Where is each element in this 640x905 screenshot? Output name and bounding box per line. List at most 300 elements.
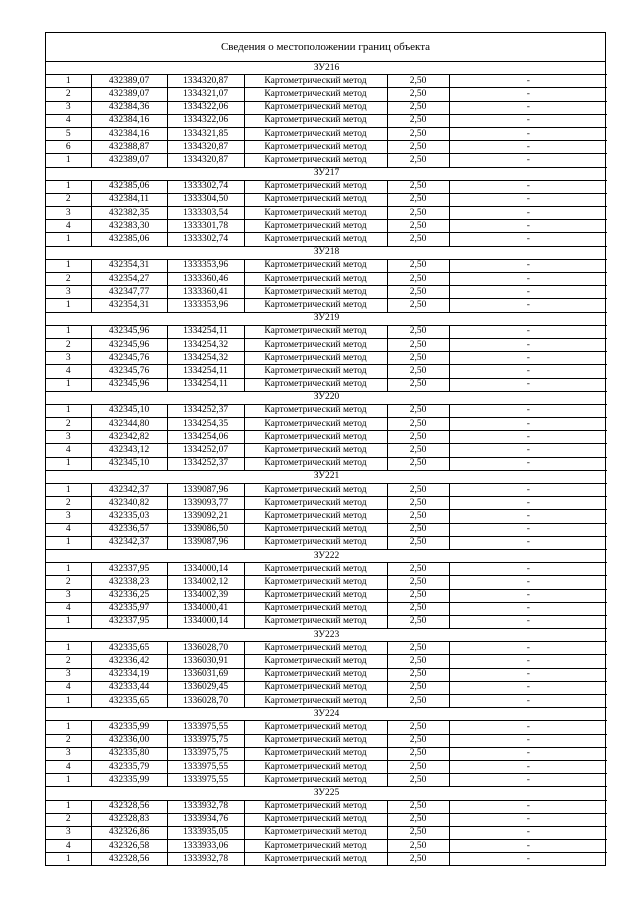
- x-coordinate-cell: 432345,10: [91, 457, 167, 470]
- method-cell: Картометрический метод: [244, 457, 387, 470]
- accuracy-cell: 2,50: [387, 642, 449, 655]
- accuracy-cell: 2,50: [387, 774, 449, 787]
- x-coordinate-cell: 432384,16: [91, 127, 167, 140]
- method-cell: Картометрический метод: [244, 747, 387, 760]
- point-number-cell: 2: [46, 655, 91, 668]
- method-cell: Картометрический метод: [244, 114, 387, 127]
- x-coordinate-cell: 432335,65: [91, 695, 167, 708]
- y-coordinate-cell: 1333933,06: [167, 840, 244, 853]
- x-coordinate-cell: 432354,31: [91, 259, 167, 272]
- accuracy-cell: 2,50: [387, 233, 449, 246]
- method-cell: Картометрический метод: [244, 853, 387, 866]
- y-coordinate-cell: 1334002,39: [167, 589, 244, 602]
- description-cell: -: [449, 88, 607, 101]
- x-coordinate-cell: 432342,82: [91, 431, 167, 444]
- method-cell: Картометрический метод: [244, 180, 387, 193]
- description-cell: -: [449, 193, 607, 206]
- table-row: [46, 352, 607, 365]
- description-cell: -: [449, 378, 607, 391]
- x-coordinate-cell: 432335,65: [91, 642, 167, 655]
- y-coordinate-cell: 1333975,55: [167, 774, 244, 787]
- accuracy-cell: 2,50: [387, 602, 449, 615]
- accuracy-cell: 2,50: [387, 536, 449, 549]
- point-number-cell: 1: [46, 75, 91, 88]
- accuracy-cell: 2,50: [387, 273, 449, 286]
- group-header-row: [46, 62, 607, 75]
- method-cell: Картометрический метод: [244, 286, 387, 299]
- group-name: ЗУ221: [46, 470, 607, 483]
- y-coordinate-cell: 1334254,11: [167, 378, 244, 391]
- x-coordinate-cell: 432354,27: [91, 273, 167, 286]
- table-row: [46, 602, 607, 615]
- point-number-cell: 1: [46, 378, 91, 391]
- accuracy-cell: 2,50: [387, 259, 449, 272]
- method-cell: Картометрический метод: [244, 338, 387, 351]
- table-row: [46, 813, 607, 826]
- accuracy-cell: 2,50: [387, 747, 449, 760]
- table-row: [46, 774, 607, 787]
- y-coordinate-cell: 1339093,77: [167, 497, 244, 510]
- accuracy-cell: 2,50: [387, 180, 449, 193]
- y-coordinate-cell: 1333932,78: [167, 853, 244, 866]
- y-coordinate-cell: 1334321,85: [167, 127, 244, 140]
- accuracy-cell: 2,50: [387, 101, 449, 114]
- method-cell: Картометрический метод: [244, 154, 387, 167]
- description-cell: -: [449, 695, 607, 708]
- y-coordinate-cell: 1334322,06: [167, 101, 244, 114]
- x-coordinate-cell: 432326,58: [91, 840, 167, 853]
- method-cell: Картометрический метод: [244, 800, 387, 813]
- point-number-cell: 3: [46, 826, 91, 839]
- y-coordinate-cell: 1339092,21: [167, 510, 244, 523]
- y-coordinate-cell: 1334252,37: [167, 404, 244, 417]
- accuracy-cell: 2,50: [387, 457, 449, 470]
- description-cell: -: [449, 484, 607, 497]
- x-coordinate-cell: 432333,44: [91, 681, 167, 694]
- y-coordinate-cell: 1333360,41: [167, 286, 244, 299]
- y-coordinate-cell: 1333304,50: [167, 193, 244, 206]
- description-cell: -: [449, 800, 607, 813]
- method-cell: Картометрический метод: [244, 655, 387, 668]
- accuracy-cell: 2,50: [387, 75, 449, 88]
- y-coordinate-cell: 1336030,91: [167, 655, 244, 668]
- accuracy-cell: 2,50: [387, 418, 449, 431]
- point-number-cell: 1: [46, 154, 91, 167]
- x-coordinate-cell: 432335,97: [91, 602, 167, 615]
- accuracy-cell: 2,50: [387, 563, 449, 576]
- group-header-row: [46, 167, 607, 180]
- point-number-cell: 1: [46, 774, 91, 787]
- table-row: [46, 88, 607, 101]
- method-cell: Картометрический метод: [244, 774, 387, 787]
- table-row: [46, 457, 607, 470]
- y-coordinate-cell: 1333975,75: [167, 734, 244, 747]
- x-coordinate-cell: 432345,76: [91, 352, 167, 365]
- description-cell: -: [449, 655, 607, 668]
- point-number-cell: 2: [46, 813, 91, 826]
- point-number-cell: 3: [46, 286, 91, 299]
- table-row: [46, 589, 607, 602]
- method-cell: Картометрический метод: [244, 75, 387, 88]
- description-cell: -: [449, 642, 607, 655]
- point-number-cell: 1: [46, 563, 91, 576]
- point-number-cell: 1: [46, 615, 91, 628]
- point-number-cell: 3: [46, 589, 91, 602]
- method-cell: Картометрический метод: [244, 193, 387, 206]
- point-number-cell: 5: [46, 127, 91, 140]
- table-row: [46, 523, 607, 536]
- table-row: [46, 695, 607, 708]
- accuracy-cell: 2,50: [387, 510, 449, 523]
- table-row: [46, 734, 607, 747]
- x-coordinate-cell: 432345,76: [91, 365, 167, 378]
- point-number-cell: 1: [46, 457, 91, 470]
- point-number-cell: 2: [46, 734, 91, 747]
- table-row: [46, 193, 607, 206]
- description-cell: -: [449, 273, 607, 286]
- table-row: [46, 180, 607, 193]
- table-row: [46, 668, 607, 681]
- table-row: [46, 418, 607, 431]
- description-cell: -: [449, 127, 607, 140]
- description-cell: -: [449, 365, 607, 378]
- y-coordinate-cell: 1334254,32: [167, 352, 244, 365]
- x-coordinate-cell: 432389,07: [91, 154, 167, 167]
- method-cell: Картометрический метод: [244, 365, 387, 378]
- y-coordinate-cell: 1334320,87: [167, 154, 244, 167]
- x-coordinate-cell: 432384,16: [91, 114, 167, 127]
- method-cell: Картометрический метод: [244, 826, 387, 839]
- table-row: [46, 747, 607, 760]
- x-coordinate-cell: 432328,83: [91, 813, 167, 826]
- method-cell: Картометрический метод: [244, 760, 387, 773]
- y-coordinate-cell: 1334000,41: [167, 602, 244, 615]
- accuracy-cell: 2,50: [387, 444, 449, 457]
- point-number-cell: 2: [46, 193, 91, 206]
- point-number-cell: 1: [46, 853, 91, 866]
- x-coordinate-cell: 432389,07: [91, 75, 167, 88]
- x-coordinate-cell: 432328,56: [91, 800, 167, 813]
- accuracy-cell: 2,50: [387, 207, 449, 220]
- table-row: [46, 299, 607, 312]
- method-cell: Картометрический метод: [244, 444, 387, 457]
- accuracy-cell: 2,50: [387, 813, 449, 826]
- table-row: [46, 615, 607, 628]
- accuracy-cell: 2,50: [387, 800, 449, 813]
- point-number-cell: 4: [46, 444, 91, 457]
- point-number-cell: 1: [46, 404, 91, 417]
- group-name: ЗУ225: [46, 787, 607, 800]
- description-cell: -: [449, 75, 607, 88]
- y-coordinate-cell: 1339087,96: [167, 536, 244, 549]
- description-cell: -: [449, 760, 607, 773]
- method-cell: Картометрический метод: [244, 88, 387, 101]
- table-row: [46, 141, 607, 154]
- point-number-cell: 4: [46, 602, 91, 615]
- accuracy-cell: 2,50: [387, 431, 449, 444]
- method-cell: Картометрический метод: [244, 576, 387, 589]
- method-cell: Картометрический метод: [244, 721, 387, 734]
- accuracy-cell: 2,50: [387, 114, 449, 127]
- x-coordinate-cell: 432344,80: [91, 418, 167, 431]
- table-row: [46, 154, 607, 167]
- accuracy-cell: 2,50: [387, 681, 449, 694]
- table-row: [46, 365, 607, 378]
- method-cell: Картометрический метод: [244, 325, 387, 338]
- y-coordinate-cell: 1333975,75: [167, 747, 244, 760]
- table-row: [46, 75, 607, 88]
- accuracy-cell: 2,50: [387, 760, 449, 773]
- accuracy-cell: 2,50: [387, 840, 449, 853]
- x-coordinate-cell: 432335,80: [91, 747, 167, 760]
- y-coordinate-cell: 1334321,07: [167, 88, 244, 101]
- x-coordinate-cell: 432336,42: [91, 655, 167, 668]
- accuracy-cell: 2,50: [387, 352, 449, 365]
- boundary-table-sheet: [45, 32, 606, 866]
- table-row: [46, 760, 607, 773]
- point-number-cell: 3: [46, 101, 91, 114]
- accuracy-cell: 2,50: [387, 853, 449, 866]
- accuracy-cell: 2,50: [387, 404, 449, 417]
- point-number-cell: 4: [46, 114, 91, 127]
- x-coordinate-cell: 432345,10: [91, 404, 167, 417]
- point-number-cell: 3: [46, 747, 91, 760]
- accuracy-cell: 2,50: [387, 484, 449, 497]
- y-coordinate-cell: 1334254,06: [167, 431, 244, 444]
- description-cell: -: [449, 154, 607, 167]
- point-number-cell: 1: [46, 800, 91, 813]
- y-coordinate-cell: 1334252,37: [167, 457, 244, 470]
- x-coordinate-cell: 432388,87: [91, 141, 167, 154]
- table-row: [46, 826, 607, 839]
- method-cell: Картометрический метод: [244, 418, 387, 431]
- y-coordinate-cell: 1333934,76: [167, 813, 244, 826]
- point-number-cell: 2: [46, 273, 91, 286]
- x-coordinate-cell: 432342,37: [91, 484, 167, 497]
- y-coordinate-cell: 1333302,74: [167, 233, 244, 246]
- accuracy-cell: 2,50: [387, 826, 449, 839]
- accuracy-cell: 2,50: [387, 497, 449, 510]
- method-cell: Картометрический метод: [244, 259, 387, 272]
- method-cell: Картометрический метод: [244, 101, 387, 114]
- method-cell: Картометрический метод: [244, 681, 387, 694]
- method-cell: Картометрический метод: [244, 563, 387, 576]
- accuracy-cell: 2,50: [387, 668, 449, 681]
- accuracy-cell: 2,50: [387, 338, 449, 351]
- description-cell: -: [449, 826, 607, 839]
- group-header-row: [46, 549, 607, 562]
- point-number-cell: 3: [46, 431, 91, 444]
- accuracy-cell: 2,50: [387, 576, 449, 589]
- table-title: Сведения о местоположении границ объекта: [46, 33, 605, 62]
- accuracy-cell: 2,50: [387, 141, 449, 154]
- group-header-row: [46, 246, 607, 259]
- point-number-cell: 1: [46, 721, 91, 734]
- point-number-cell: 2: [46, 88, 91, 101]
- point-number-cell: 1: [46, 299, 91, 312]
- x-coordinate-cell: 432336,00: [91, 734, 167, 747]
- coordinates-table-body: [46, 62, 607, 865]
- description-cell: -: [449, 747, 607, 760]
- x-coordinate-cell: 432385,06: [91, 180, 167, 193]
- accuracy-cell: 2,50: [387, 734, 449, 747]
- method-cell: Картометрический метод: [244, 220, 387, 233]
- method-cell: Картометрический метод: [244, 378, 387, 391]
- group-name: ЗУ219: [46, 312, 607, 325]
- x-coordinate-cell: 432342,37: [91, 536, 167, 549]
- x-coordinate-cell: 432384,11: [91, 193, 167, 206]
- group-name: ЗУ217: [46, 167, 607, 180]
- description-cell: -: [449, 510, 607, 523]
- table-row: [46, 207, 607, 220]
- description-cell: -: [449, 444, 607, 457]
- table-row: [46, 273, 607, 286]
- table-row: [46, 101, 607, 114]
- description-cell: -: [449, 286, 607, 299]
- description-cell: -: [449, 668, 607, 681]
- description-cell: -: [449, 299, 607, 312]
- x-coordinate-cell: 432382,35: [91, 207, 167, 220]
- method-cell: Картометрический метод: [244, 404, 387, 417]
- method-cell: Картометрический метод: [244, 602, 387, 615]
- x-coordinate-cell: 432383,30: [91, 220, 167, 233]
- y-coordinate-cell: 1333360,46: [167, 273, 244, 286]
- y-coordinate-cell: 1334252,07: [167, 444, 244, 457]
- table-row: [46, 536, 607, 549]
- x-coordinate-cell: 432345,96: [91, 378, 167, 391]
- point-number-cell: 1: [46, 325, 91, 338]
- table-row: [46, 681, 607, 694]
- description-cell: -: [449, 404, 607, 417]
- y-coordinate-cell: 1334254,11: [167, 325, 244, 338]
- y-coordinate-cell: 1333353,96: [167, 299, 244, 312]
- description-cell: -: [449, 497, 607, 510]
- method-cell: Картометрический метод: [244, 510, 387, 523]
- y-coordinate-cell: 1336029,45: [167, 681, 244, 694]
- y-coordinate-cell: 1339087,96: [167, 484, 244, 497]
- method-cell: Картометрический метод: [244, 497, 387, 510]
- accuracy-cell: 2,50: [387, 127, 449, 140]
- accuracy-cell: 2,50: [387, 299, 449, 312]
- point-number-cell: 1: [46, 259, 91, 272]
- point-number-cell: 4: [46, 681, 91, 694]
- point-number-cell: 2: [46, 576, 91, 589]
- method-cell: Картометрический метод: [244, 589, 387, 602]
- accuracy-cell: 2,50: [387, 325, 449, 338]
- y-coordinate-cell: 1333975,55: [167, 760, 244, 773]
- accuracy-cell: 2,50: [387, 193, 449, 206]
- y-coordinate-cell: 1336028,70: [167, 642, 244, 655]
- method-cell: Картометрический метод: [244, 127, 387, 140]
- accuracy-cell: 2,50: [387, 88, 449, 101]
- method-cell: Картометрический метод: [244, 431, 387, 444]
- x-coordinate-cell: 432345,96: [91, 325, 167, 338]
- description-cell: -: [449, 207, 607, 220]
- y-coordinate-cell: 1334320,87: [167, 75, 244, 88]
- point-number-cell: 6: [46, 141, 91, 154]
- point-number-cell: 4: [46, 220, 91, 233]
- description-cell: -: [449, 589, 607, 602]
- group-name: ЗУ218: [46, 246, 607, 259]
- table-row: [46, 800, 607, 813]
- y-coordinate-cell: 1334002,12: [167, 576, 244, 589]
- point-number-cell: 3: [46, 510, 91, 523]
- accuracy-cell: 2,50: [387, 655, 449, 668]
- description-cell: -: [449, 141, 607, 154]
- method-cell: Картометрический метод: [244, 273, 387, 286]
- description-cell: -: [449, 338, 607, 351]
- point-number-cell: 4: [46, 840, 91, 853]
- description-cell: -: [449, 114, 607, 127]
- table-row: [46, 642, 607, 655]
- y-coordinate-cell: 1333302,74: [167, 180, 244, 193]
- method-cell: Картометрический метод: [244, 734, 387, 747]
- method-cell: Картометрический метод: [244, 536, 387, 549]
- method-cell: Картометрический метод: [244, 668, 387, 681]
- method-cell: Картометрический метод: [244, 352, 387, 365]
- y-coordinate-cell: 1336031,69: [167, 668, 244, 681]
- y-coordinate-cell: 1336028,70: [167, 695, 244, 708]
- method-cell: Картометрический метод: [244, 813, 387, 826]
- x-coordinate-cell: 432338,23: [91, 576, 167, 589]
- point-number-cell: 2: [46, 418, 91, 431]
- point-number-cell: 1: [46, 180, 91, 193]
- point-number-cell: 3: [46, 668, 91, 681]
- x-coordinate-cell: 432335,99: [91, 721, 167, 734]
- x-coordinate-cell: 432337,95: [91, 563, 167, 576]
- table-row: [46, 259, 607, 272]
- x-coordinate-cell: 432343,12: [91, 444, 167, 457]
- table-row: [46, 655, 607, 668]
- group-name: ЗУ223: [46, 629, 607, 642]
- method-cell: Картометрический метод: [244, 615, 387, 628]
- y-coordinate-cell: 1334254,32: [167, 338, 244, 351]
- table-row: [46, 563, 607, 576]
- description-cell: -: [449, 233, 607, 246]
- method-cell: Картометрический метод: [244, 523, 387, 536]
- accuracy-cell: 2,50: [387, 695, 449, 708]
- accuracy-cell: 2,50: [387, 589, 449, 602]
- accuracy-cell: 2,50: [387, 286, 449, 299]
- description-cell: -: [449, 418, 607, 431]
- method-cell: Картометрический метод: [244, 141, 387, 154]
- table-row: [46, 576, 607, 589]
- table-row: [46, 404, 607, 417]
- point-number-cell: 2: [46, 497, 91, 510]
- y-coordinate-cell: 1334000,14: [167, 615, 244, 628]
- x-coordinate-cell: 432340,82: [91, 497, 167, 510]
- x-coordinate-cell: 432385,06: [91, 233, 167, 246]
- group-header-row: [46, 629, 607, 642]
- y-coordinate-cell: 1334254,11: [167, 365, 244, 378]
- point-number-cell: 3: [46, 207, 91, 220]
- x-coordinate-cell: 432328,56: [91, 853, 167, 866]
- x-coordinate-cell: 432335,99: [91, 774, 167, 787]
- x-coordinate-cell: 432345,96: [91, 338, 167, 351]
- description-cell: -: [449, 536, 607, 549]
- group-name: ЗУ224: [46, 708, 607, 721]
- x-coordinate-cell: 432336,25: [91, 589, 167, 602]
- table-row: [46, 853, 607, 866]
- method-cell: Картометрический метод: [244, 207, 387, 220]
- table-row: [46, 127, 607, 140]
- x-coordinate-cell: 432335,03: [91, 510, 167, 523]
- table-row: [46, 233, 607, 246]
- description-cell: -: [449, 721, 607, 734]
- description-cell: -: [449, 734, 607, 747]
- coordinates-table: [46, 62, 607, 865]
- table-row: [46, 378, 607, 391]
